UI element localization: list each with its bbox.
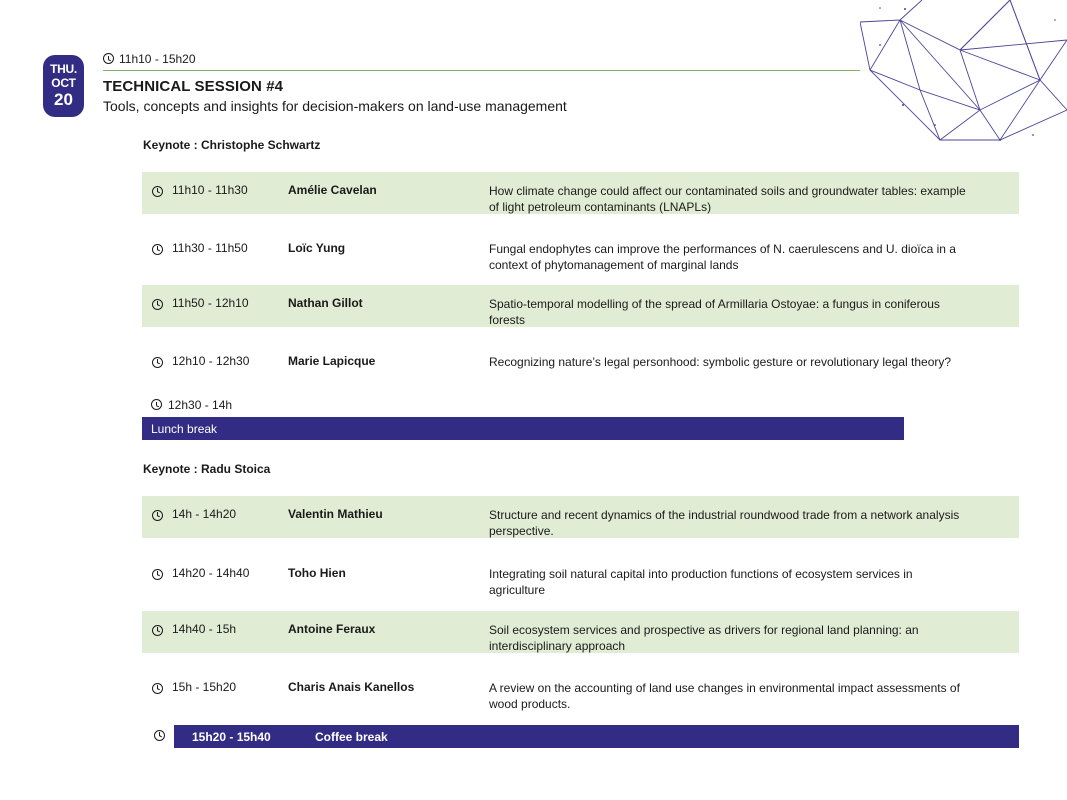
clock-icon — [152, 625, 163, 636]
session-time — [103, 52, 196, 66]
talk-title: Integrating soil natural capital into production functions of ecosystem services in agriculture — [489, 567, 913, 597]
talk-time: 15h - 15h20 — [172, 680, 237, 694]
talk-time: 11h30 - 11h50 — [172, 241, 248, 255]
clock-icon — [152, 299, 163, 310]
keynote-label: Keynote : Radu Stoica — [143, 462, 271, 476]
talk-speaker: Amélie Cavelan — [288, 183, 377, 197]
date-month: OCT — [51, 76, 76, 90]
talk-time: 14h40 - 15h — [172, 622, 237, 636]
clock-icon — [152, 569, 163, 580]
date-day: 20 — [54, 90, 73, 109]
talk-time: 12h10 - 12h30 — [172, 354, 250, 368]
clock-icon — [151, 399, 162, 410]
talk-time: 11h50 - 12h10 — [172, 296, 249, 310]
talk-title: How climate change could affect our contaminated soils and groundwater tables: example of light petroleum contaminants (LNAPLs) — [489, 184, 966, 214]
clock-icon — [152, 510, 163, 521]
talk-title: A review on the accounting of land use changes in environmental impact assessments of wood products. — [489, 681, 960, 711]
session-time-text: 11h10 - 15h20 — [119, 52, 196, 66]
session-subtitle: Tools, concepts and insights for decision-makers on land-use management — [103, 98, 567, 114]
talk-title: Recognizing nature’s legal personhood: symbolic gesture or revolutionary legal theory? — [489, 355, 952, 369]
talk-time: 14h - 14h20 — [172, 507, 237, 521]
lunch-break-bar: Lunch break — [142, 417, 904, 440]
talk-row — [142, 285, 1019, 327]
date-weekday: THU. — [50, 62, 77, 76]
keynote-label: Keynote : Christophe Schwartz — [143, 138, 321, 152]
lunch-time — [151, 398, 232, 412]
talk-row — [142, 172, 1019, 214]
talk-title: Spatio-temporal modelling of the spread of Armillaria Ostoyae: a fungus in coniferous forests — [489, 297, 940, 327]
talk-time: 14h20 - 14h40 — [172, 566, 250, 580]
talk-speaker: Charis Anais Kanellos — [288, 680, 415, 694]
clock-icon — [103, 53, 114, 64]
talk-row — [142, 230, 1019, 272]
talk-row — [142, 555, 1019, 597]
talk-speaker: Toho Hien — [288, 566, 346, 580]
coffee-break-bar — [174, 725, 1019, 748]
talk-row — [142, 496, 1019, 538]
talk-row — [142, 611, 1019, 653]
session-title: TECHNICAL SESSION #4 — [103, 78, 284, 95]
clock-icon — [154, 730, 165, 741]
clock-icon — [152, 683, 163, 694]
talk-speaker: Valentin Mathieu — [288, 507, 383, 521]
coffee-label: Coffee break — [315, 730, 388, 744]
talk-speaker: Loïc Yung — [288, 241, 346, 255]
talk-speaker: Marie Lapicque — [288, 354, 376, 368]
clock-icon — [152, 357, 163, 368]
clock-icon — [152, 244, 163, 255]
talk-title: Fungal endophytes can improve the performances of N. caerulescens and U. dioïca in a context of phytomanagement of marginal lands — [489, 242, 956, 272]
session-divider — [103, 70, 860, 71]
decorative-network-graphic — [860, 0, 1067, 150]
talk-time: 11h10 - 11h30 — [172, 183, 248, 197]
talk-title: Structure and recent dynamics of the industrial roundwood trade from a network analysis perspective. — [489, 508, 960, 538]
talk-row — [142, 343, 1019, 385]
coffee-time: 15h20 - 15h40 — [192, 730, 271, 744]
talk-row — [142, 669, 1019, 711]
clock-icon — [152, 186, 163, 197]
date-badge — [43, 55, 84, 117]
talk-speaker: Antoine Feraux — [288, 622, 376, 636]
talk-speaker: Nathan Gillot — [288, 296, 363, 310]
talk-title: Soil ecosystem services and prospective as drivers for regional land planning: an interdisciplinary approach — [489, 623, 919, 653]
lunch-time-text: 12h30 - 14h — [168, 398, 233, 412]
